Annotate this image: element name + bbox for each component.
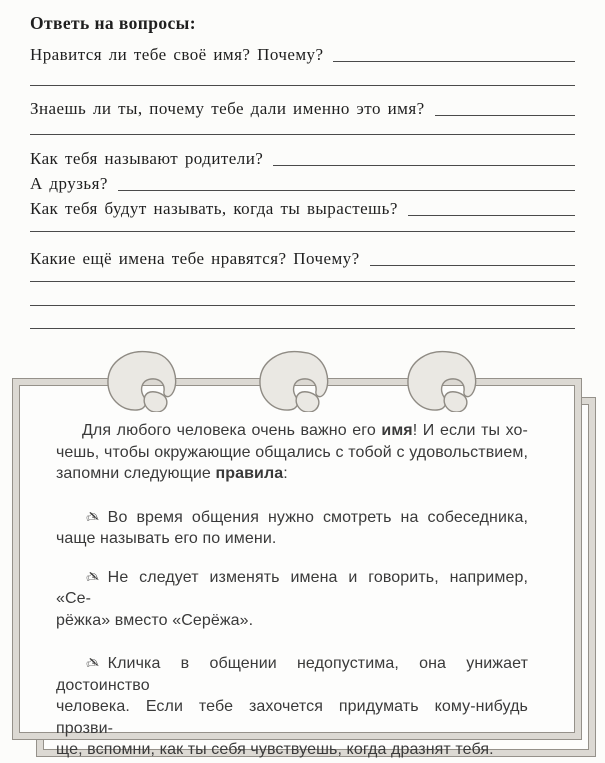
rule-item [56, 567, 528, 632]
answer-line [408, 215, 575, 216]
rule-text: Во время общения нужно смотреть на собеседника, [107, 508, 528, 526]
answer-line [30, 281, 575, 282]
question-row [30, 144, 575, 169]
question-row [30, 194, 575, 219]
rule-text: чаще называть его по имени. [56, 530, 277, 547]
intro-text: запомни следующие [56, 465, 216, 482]
section-heading: Ответь на вопросы: [30, 13, 196, 33]
question-label: А друзья? [30, 174, 108, 193]
question-row [30, 94, 575, 119]
intro-text: Для любого человека очень важно его [82, 422, 382, 439]
intro-text: ! И если ты хо- [412, 422, 528, 439]
intro-bold-word: имя [381, 422, 413, 439]
rule-text: рёжка» вместо «Серёжа». [56, 611, 254, 629]
writing-hand-icon: ✍ [85, 566, 100, 587]
rule-item [56, 507, 528, 550]
note-intro [56, 420, 528, 485]
question-label: Как тебя называют родители? [30, 149, 264, 168]
rule-text: Не следует изменять имена и говорить, например, «Се- [56, 568, 528, 607]
question-row [30, 169, 575, 194]
intro-bold-word: правила [215, 465, 284, 482]
question-label: Как тебя будут называть, когда ты вырастешь? [30, 199, 398, 218]
answer-line [273, 165, 575, 166]
answer-line [435, 115, 575, 116]
rules-note [0, 350, 605, 762]
answer-line [30, 305, 575, 306]
rule-item [56, 653, 528, 761]
writing-hand-icon: ✍ [85, 506, 100, 527]
intro-text: чешь, чтобы окружающие общались с тобой с удовольствием, [56, 443, 528, 461]
questions-section [0, 12, 605, 329]
question-label: Знаешь ли ты, почему тебе дали именно это имя? [30, 99, 425, 118]
question-row [30, 40, 575, 65]
rule-text: ще, вспомни, как ты себя чувствуешь, когда дразнят тебя. [56, 741, 494, 758]
answer-line [30, 328, 575, 329]
answer-line [370, 265, 575, 266]
question-label: Какие ещё имена тебе нравятся? Почему? [30, 249, 360, 268]
note-text [12, 378, 580, 761]
answer-line [30, 85, 575, 86]
intro-text: : [283, 465, 288, 482]
question-label: Нравится ли тебе своё имя? Почему? [30, 45, 324, 64]
answer-line [30, 134, 575, 135]
answer-line [30, 231, 575, 232]
writing-hand-icon: ✍ [85, 653, 100, 673]
answer-line [118, 190, 575, 191]
rule-text: Кличка в общении недопустима, она унижает достоинство [56, 655, 528, 694]
rule-text: человека. Если тебе захочется придумать кому-нибудь прозви- [56, 698, 528, 737]
answer-line [333, 61, 575, 62]
question-row [30, 244, 575, 269]
